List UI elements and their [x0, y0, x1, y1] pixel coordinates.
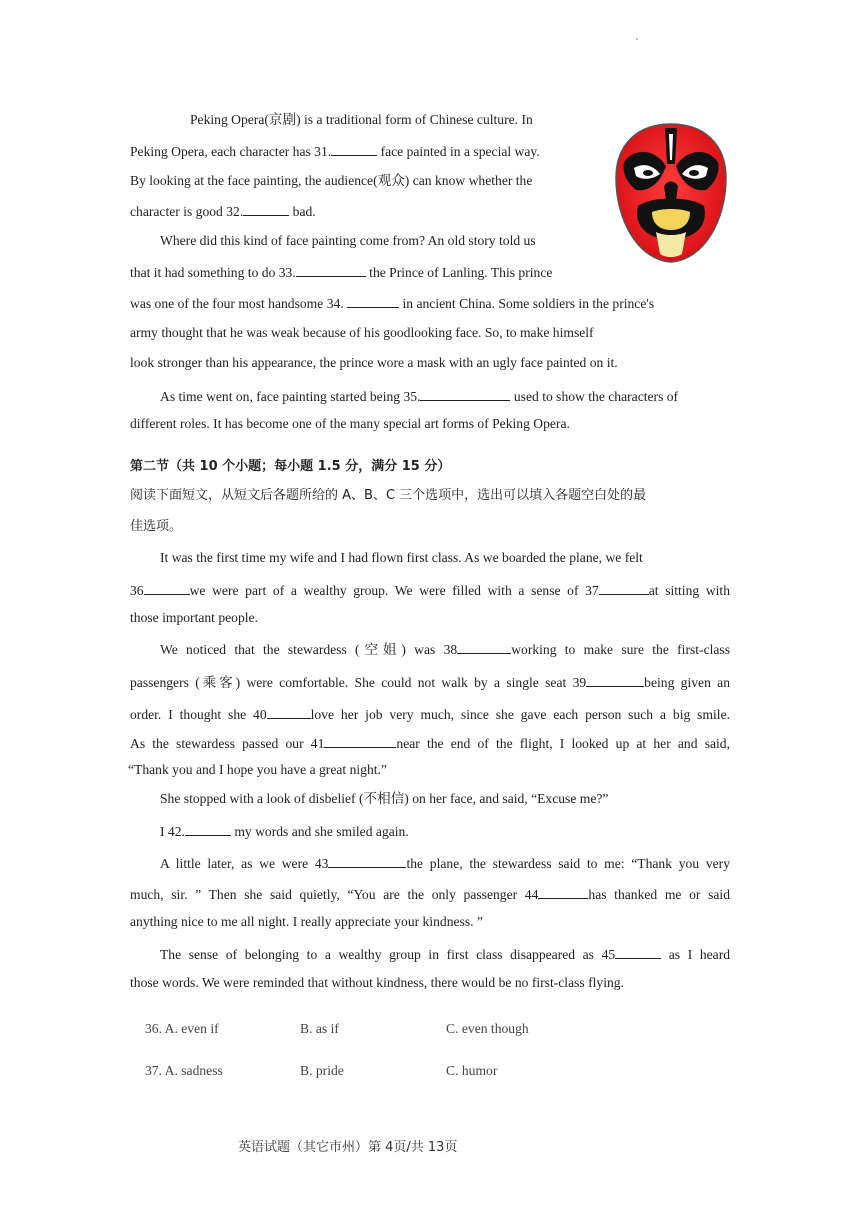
blank-40 [267, 705, 311, 719]
passage2-line-12: much, sir. ” Then she said quietly, “You are the only passenger 44 has thanked me or said [130, 887, 730, 902]
passage1-line-5: Where did this kind of face painting come from? An old story told us [160, 233, 536, 248]
passage1-line-8: army thought that he was weak because of his goodlooking face. So, to make himself [130, 325, 594, 340]
option-37-b: B. pride [300, 1063, 344, 1078]
blank-42 [185, 822, 231, 836]
instruction-line-2: 佳选项。 [130, 519, 183, 534]
passage2-line-6: order. I thought she 40 love her job very much, since she gave each person such a big smile. [130, 707, 731, 722]
passage1-line-2: Peking Opera, each character has 31. face painted in a special way. [130, 144, 540, 159]
scan-dot [636, 38, 638, 40]
passage2-line-9: She stopped with a look of disbelief (不相信) on her face, and said, “Excuse me?” [160, 791, 609, 806]
blank-41 [324, 734, 396, 748]
blank-32 [243, 202, 289, 216]
passage1-line-11: different roles. It has become one of the many special art forms of Peking Opera. [130, 416, 570, 431]
blank-37 [599, 581, 649, 595]
blank-33 [296, 263, 366, 277]
passage2-line-1: It was the first time my wife and I had flown first class. As we boarded the plane, we felt [160, 550, 643, 565]
passage2-line-2: 36 we were part of a wealthy group. We were filled with a sense of 37 at sitting with [130, 583, 730, 598]
blank-44 [538, 885, 588, 899]
peking-opera-mask-icon [612, 120, 730, 266]
passage2-line-15: those words. We were reminded that without kindness, there would be no first-class flying. [130, 975, 624, 990]
passage2-line-5: passengers (乘客) were comfortable. She could not walk by a single seat 39 being given an [130, 675, 731, 690]
page-footer: 英语试题（其它市州）第 4页/共 13页 [238, 1140, 458, 1155]
blank-38 [457, 640, 511, 654]
passage2-line-14: The sense of belonging to a wealthy group in first class disappeared as 45 as I heard [160, 947, 731, 962]
passage1-line-10: As time went on, face painting started being 35. used to show the characters of [160, 389, 679, 404]
blank-31 [331, 142, 377, 156]
instruction-line-1: 阅读下面短文，从短文后各题所给的 A、B、C 三个选项中，选出可以填入各题空白处的最 [130, 488, 647, 503]
passage1-line-9: look stronger than his appearance, the prince wore a mask with an ugly face painted on it. [130, 355, 618, 370]
passage2-line-7: As the stewardess passed our 41 near the end of the flight, I looked up at her and said, [130, 736, 730, 751]
passage2-line-3: those important people. [130, 610, 258, 625]
option-36-a: 36. A. even if [145, 1021, 219, 1036]
blank-43 [328, 854, 406, 868]
passage1-line-7: was one of the four most handsome 34. in ancient China. Some soldiers in the prince's [130, 296, 655, 311]
option-36-b: B. as if [300, 1021, 339, 1036]
passage1-line-1: Peking Opera(京剧) is a traditional form of Chinese culture. In [190, 112, 533, 127]
passage1-line-4: character is good 32. bad. [130, 204, 316, 219]
passage2-line-13: anything nice to me all night. I really appreciate your kindness. ” [130, 914, 483, 929]
blank-45 [615, 945, 661, 959]
passage1-line-3: By looking at the face painting, the audience(观众) can know whether the [130, 173, 533, 188]
passage1-line-6: that it had something to do 33. the Prince of Lanling. This prince [130, 265, 553, 280]
option-37-a: 37. A. sadness [145, 1063, 223, 1078]
option-37-c: C. humor [446, 1063, 498, 1078]
option-36-c: C. even though [446, 1021, 529, 1036]
passage2-line-4: We noticed that the stewardess (空姐) was 38 working to make sure the first-class [160, 642, 730, 657]
passage2-line-8: “Thank you and I hope you have a great night.” [128, 762, 387, 777]
section-heading: 第二节（共 10 个小题；每小题 1.5 分，满分 15 分） [130, 459, 451, 474]
blank-39 [586, 673, 644, 687]
blank-36 [144, 581, 190, 595]
blank-34 [347, 294, 399, 308]
passage2-line-10: I 42. my words and she smiled again. [160, 824, 409, 839]
blank-35 [420, 387, 510, 401]
passage2-line-11: A little later, as we were 43 the plane, the stewardess said to me: “Thank you very [160, 856, 731, 871]
